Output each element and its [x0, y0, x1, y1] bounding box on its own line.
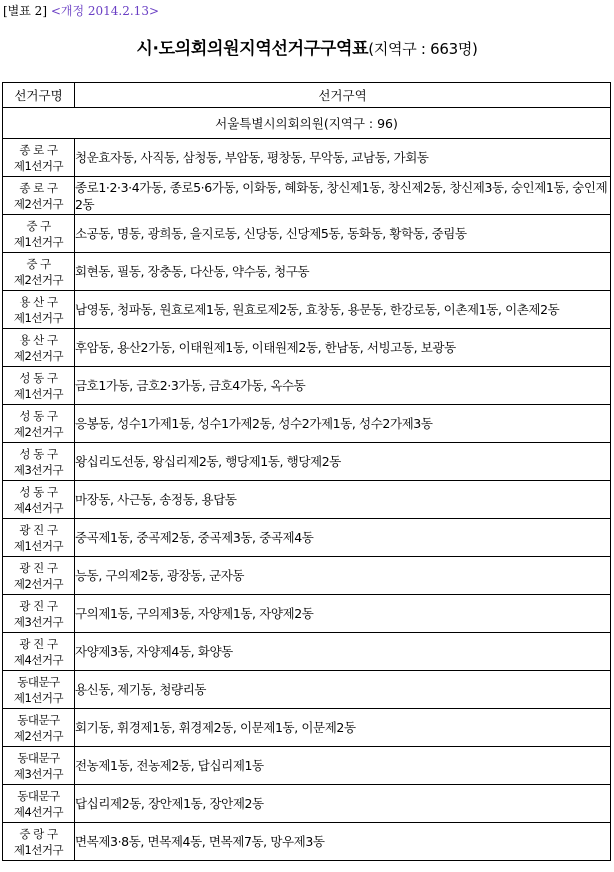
district-seq: 제1선거구 — [13, 842, 64, 857]
table-row — [3, 595, 611, 633]
district-name-cell — [3, 747, 75, 785]
district-name-cell — [3, 595, 75, 633]
district-area-cell: 회기동, 휘경제1동, 휘경제2동, 이문제1동, 이문제2동 — [75, 709, 611, 747]
annex-label: [별표 2] — [3, 4, 47, 18]
district-area-cell: 금호1가동, 금호2·3가동, 금호4가동, 옥수동 — [75, 367, 611, 405]
district-seq: 제2선거구 — [13, 728, 64, 743]
district-area-cell: 왕십리도선동, 왕십리제2동, 행당제1동, 행당제2동 — [75, 443, 611, 481]
table-row — [3, 253, 611, 291]
district-area-cell: 청운효자동, 사직동, 삼청동, 부암동, 평창동, 무악동, 교남동, 가회동 — [75, 139, 611, 177]
district-area-cell: 면목제3·8동, 면목제4동, 면목제7동, 망우제3동 — [75, 823, 611, 861]
district-seq: 제1선거구 — [13, 690, 64, 705]
revision-note: <개정 2014.2.13> — [50, 4, 160, 18]
district-gu: 성 동 구 — [19, 408, 58, 423]
column-header-area: 선거구역 — [75, 83, 611, 108]
district-table — [2, 82, 611, 861]
district-area-cell: 후암동, 용산2가동, 이태원제1동, 이태원제2동, 한남동, 서빙고동, 보광동 — [75, 329, 611, 367]
district-seq: 제1선거구 — [13, 158, 64, 173]
title-main: 시·도의회의원지역선거구구역표 — [136, 39, 369, 59]
district-name-cell — [3, 405, 75, 443]
table-row — [3, 177, 611, 215]
district-seq: 제1선거구 — [13, 386, 64, 401]
district-area-cell: 자양제3동, 자양제4동, 화양동 — [75, 633, 611, 671]
council-row — [3, 108, 611, 139]
district-name-cell — [3, 481, 75, 519]
district-gu: 성 동 구 — [19, 370, 58, 385]
table-row — [3, 291, 611, 329]
district-gu: 광 진 구 — [19, 636, 58, 651]
district-seq: 제3선거구 — [13, 766, 64, 781]
district-gu: 광 진 구 — [19, 560, 58, 575]
district-gu: 동대문구 — [17, 788, 60, 803]
district-seq: 제2선거구 — [13, 272, 64, 287]
district-seq: 제3선거구 — [13, 614, 64, 629]
page-title — [0, 34, 614, 59]
district-area-cell: 중곡제1동, 중곡제2동, 중곡제3동, 중곡제4동 — [75, 519, 611, 557]
district-name-cell — [3, 785, 75, 823]
table-row — [3, 405, 611, 443]
district-name-cell — [3, 633, 75, 671]
district-name-cell — [3, 329, 75, 367]
district-seq: 제2선거구 — [13, 348, 64, 363]
district-seq: 제1선거구 — [13, 310, 64, 325]
district-gu: 중 구 — [26, 218, 51, 233]
district-area-cell: 종로1·2·3·4가동, 종로5·6가동, 이화동, 혜화동, 창신제1동, 창신제2동, 창신제3동, 숭인제1동, 숭인제2동 — [75, 177, 611, 215]
district-gu: 동대문구 — [17, 712, 60, 727]
district-name-cell — [3, 177, 75, 215]
district-name-cell — [3, 443, 75, 481]
district-gu: 종 로 구 — [19, 180, 58, 195]
table-row — [3, 557, 611, 595]
district-name-cell — [3, 291, 75, 329]
table-row — [3, 519, 611, 557]
district-name-cell — [3, 557, 75, 595]
table-row — [3, 709, 611, 747]
district-name-cell — [3, 139, 75, 177]
district-area-cell: 용신동, 제기동, 청량리동 — [75, 671, 611, 709]
district-seq: 제3선거구 — [13, 462, 64, 477]
district-gu: 용 산 구 — [19, 294, 58, 309]
table-row — [3, 329, 611, 367]
title-subtitle: (지역구 : 663명) — [368, 40, 478, 58]
table-header-row — [3, 83, 611, 108]
district-seq: 제4선거구 — [13, 500, 64, 515]
district-area-cell: 능동, 구의제2동, 광장동, 군자동 — [75, 557, 611, 595]
annex-heading — [3, 2, 159, 19]
district-seq: 제2선거구 — [13, 576, 64, 591]
district-name-cell — [3, 671, 75, 709]
district-gu: 동대문구 — [17, 674, 60, 689]
district-name-cell — [3, 709, 75, 747]
district-gu: 광 진 구 — [19, 522, 58, 537]
district-area-cell: 전농제1동, 전농제2동, 답십리제1동 — [75, 747, 611, 785]
district-gu: 성 동 구 — [19, 484, 58, 499]
district-area-cell: 회현동, 필동, 장충동, 다산동, 약수동, 청구동 — [75, 253, 611, 291]
district-gu: 성 동 구 — [19, 446, 58, 461]
column-header-district: 선거구명 — [3, 83, 75, 108]
table-row — [3, 139, 611, 177]
district-area-cell: 남영동, 청파동, 원효로제1동, 원효로제2동, 효창동, 용문동, 한강로동, 이촌제1동, 이촌제2동 — [75, 291, 611, 329]
district-gu: 동대문구 — [17, 750, 60, 765]
district-name-cell — [3, 215, 75, 253]
table-row — [3, 671, 611, 709]
district-seq: 제2선거구 — [13, 424, 64, 439]
table-row — [3, 823, 611, 861]
council-title: 서울특별시의회의원(지역구 : 96) — [3, 108, 611, 139]
table-row — [3, 367, 611, 405]
table-row — [3, 443, 611, 481]
district-area-cell: 구의제1동, 구의제3동, 자양제1동, 자양제2동 — [75, 595, 611, 633]
district-gu: 종 로 구 — [19, 142, 58, 157]
district-gu: 중 랑 구 — [19, 826, 58, 841]
table-row — [3, 747, 611, 785]
table-row — [3, 215, 611, 253]
district-seq: 제4선거구 — [13, 804, 64, 819]
table-row — [3, 481, 611, 519]
district-gu: 중 구 — [26, 256, 51, 271]
table-row — [3, 785, 611, 823]
district-name-cell — [3, 823, 75, 861]
district-area-cell: 마장동, 사근동, 송정동, 용답동 — [75, 481, 611, 519]
district-area-cell: 답십리제2동, 장안제1동, 장안제2동 — [75, 785, 611, 823]
district-seq: 제4선거구 — [13, 652, 64, 667]
district-seq: 제2선거구 — [13, 196, 64, 211]
district-area-cell: 응봉동, 성수1가제1동, 성수1가제2동, 성수2가제1동, 성수2가제3동 — [75, 405, 611, 443]
district-name-cell — [3, 367, 75, 405]
district-seq: 제1선거구 — [13, 538, 64, 553]
district-seq: 제1선거구 — [13, 234, 64, 249]
table-row — [3, 633, 611, 671]
district-name-cell — [3, 253, 75, 291]
district-gu: 용 산 구 — [19, 332, 58, 347]
district-name-cell — [3, 519, 75, 557]
district-area-cell: 소공동, 명동, 광희동, 을지로동, 신당동, 신당제5동, 동화동, 황학동, 중림동 — [75, 215, 611, 253]
district-gu: 광 진 구 — [19, 598, 58, 613]
